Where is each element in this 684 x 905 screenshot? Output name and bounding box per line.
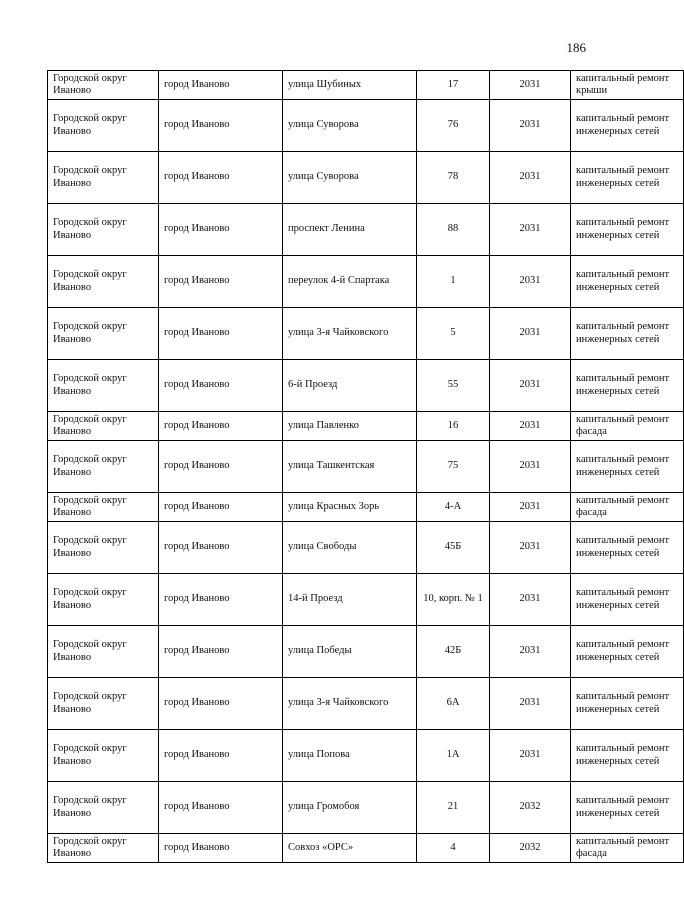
city-cell: город Иваново [159, 782, 283, 834]
city-cell: город Иваново [159, 574, 283, 626]
year-cell: 2031 [490, 678, 571, 730]
work-type-cell: капитальный ремонт фасада [571, 493, 684, 522]
year-cell: 2031 [490, 71, 571, 100]
table-body [48, 71, 684, 863]
city-cell: город Иваново [159, 100, 283, 152]
city-cell: город Иваново [159, 626, 283, 678]
year-cell: 2031 [490, 308, 571, 360]
house-number-cell: 78 [417, 152, 490, 204]
district-cell: Городской округ Иваново [48, 574, 159, 626]
table-row [48, 493, 684, 522]
street-cell: улица Павленко [283, 412, 417, 441]
year-cell: 2031 [490, 522, 571, 574]
table-row [48, 730, 684, 782]
house-number-cell: 17 [417, 71, 490, 100]
house-number-cell: 5 [417, 308, 490, 360]
table-row [48, 678, 684, 730]
year-cell: 2031 [490, 204, 571, 256]
district-cell: Городской округ Иваново [48, 782, 159, 834]
house-number-cell: 10, корп. № 1 [417, 574, 490, 626]
street-cell: улица 3-я Чайковского [283, 678, 417, 730]
street-cell: улица Шубиных [283, 71, 417, 100]
house-number-cell: 42Б [417, 626, 490, 678]
table-row [48, 360, 684, 412]
work-type-cell: капитальный ремонт инженерных сетей [571, 152, 684, 204]
table-row [48, 100, 684, 152]
table-row [48, 256, 684, 308]
street-cell: Совхоз «ОРС» [283, 834, 417, 863]
work-type-cell: капитальный ремонт инженерных сетей [571, 256, 684, 308]
city-cell: город Иваново [159, 834, 283, 863]
district-cell: Городской округ Иваново [48, 256, 159, 308]
district-cell: Городской округ Иваново [48, 678, 159, 730]
work-type-cell: капитальный ремонт инженерных сетей [571, 574, 684, 626]
street-cell: 14-й Проезд [283, 574, 417, 626]
table-row [48, 834, 684, 863]
table-row [48, 308, 684, 360]
district-cell: Городской округ Иваново [48, 100, 159, 152]
street-cell: 6-й Проезд [283, 360, 417, 412]
district-cell: Городской округ Иваново [48, 308, 159, 360]
street-cell: проспект Ленина [283, 204, 417, 256]
district-cell: Городской округ Иваново [48, 522, 159, 574]
year-cell: 2031 [490, 256, 571, 308]
house-number-cell: 55 [417, 360, 490, 412]
work-type-cell: капитальный ремонт инженерных сетей [571, 204, 684, 256]
housing-repair-table [47, 70, 684, 863]
year-cell: 2031 [490, 360, 571, 412]
city-cell: город Иваново [159, 256, 283, 308]
street-cell: улица Суворова [283, 100, 417, 152]
city-cell: город Иваново [159, 493, 283, 522]
house-number-cell: 1А [417, 730, 490, 782]
district-cell: Городской округ Иваново [48, 626, 159, 678]
work-type-cell: капитальный ремонт инженерных сетей [571, 441, 684, 493]
house-number-cell: 45Б [417, 522, 490, 574]
city-cell: город Иваново [159, 204, 283, 256]
work-type-cell: капитальный ремонт инженерных сетей [571, 730, 684, 782]
year-cell: 2032 [490, 782, 571, 834]
street-cell: улица Ташкентская [283, 441, 417, 493]
work-type-cell: капитальный ремонт инженерных сетей [571, 100, 684, 152]
street-cell: переулок 4-й Спартака [283, 256, 417, 308]
house-number-cell: 76 [417, 100, 490, 152]
table-row [48, 574, 684, 626]
table-row [48, 204, 684, 256]
street-cell: улица Красных Зорь [283, 493, 417, 522]
street-cell: улица Свободы [283, 522, 417, 574]
house-number-cell: 4 [417, 834, 490, 863]
city-cell: город Иваново [159, 308, 283, 360]
year-cell: 2031 [490, 574, 571, 626]
year-cell: 2032 [490, 834, 571, 863]
table-row [48, 626, 684, 678]
district-cell: Городской округ Иваново [48, 360, 159, 412]
city-cell: город Иваново [159, 360, 283, 412]
street-cell: улица Суворова [283, 152, 417, 204]
district-cell: Городской округ Иваново [48, 730, 159, 782]
table-row [48, 441, 684, 493]
district-cell: Городской округ Иваново [48, 834, 159, 863]
street-cell: улица Попова [283, 730, 417, 782]
year-cell: 2031 [490, 493, 571, 522]
city-cell: город Иваново [159, 152, 283, 204]
work-type-cell: капитальный ремонт фасада [571, 834, 684, 863]
year-cell: 2031 [490, 152, 571, 204]
work-type-cell: капитальный ремонт инженерных сетей [571, 626, 684, 678]
table-row [48, 152, 684, 204]
house-number-cell: 75 [417, 441, 490, 493]
city-cell: город Иваново [159, 441, 283, 493]
work-type-cell: капитальный ремонт инженерных сетей [571, 360, 684, 412]
table-row [48, 412, 684, 441]
year-cell: 2031 [490, 730, 571, 782]
district-cell: Городской округ Иваново [48, 412, 159, 441]
city-cell: город Иваново [159, 412, 283, 441]
table-row [48, 782, 684, 834]
street-cell: улица Победы [283, 626, 417, 678]
street-cell: улица 3-я Чайковского [283, 308, 417, 360]
house-number-cell: 21 [417, 782, 490, 834]
work-type-cell: капитальный ремонт инженерных сетей [571, 782, 684, 834]
street-cell: улица Громобоя [283, 782, 417, 834]
house-number-cell: 6А [417, 678, 490, 730]
work-type-cell: капитальный ремонт инженерных сетей [571, 678, 684, 730]
city-cell: город Иваново [159, 730, 283, 782]
city-cell: город Иваново [159, 522, 283, 574]
district-cell: Городской округ Иваново [48, 204, 159, 256]
table-row [48, 522, 684, 574]
district-cell: Городской округ Иваново [48, 493, 159, 522]
district-cell: Городской округ Иваново [48, 441, 159, 493]
district-cell: Городской округ Иваново [48, 152, 159, 204]
year-cell: 2031 [490, 412, 571, 441]
district-cell: Городской округ Иваново [48, 71, 159, 100]
house-number-cell: 16 [417, 412, 490, 441]
year-cell: 2031 [490, 626, 571, 678]
work-type-cell: капитальный ремонт инженерных сетей [571, 308, 684, 360]
work-type-cell: капитальный ремонт инженерных сетей [571, 522, 684, 574]
year-cell: 2031 [490, 100, 571, 152]
table-row [48, 71, 684, 100]
house-number-cell: 88 [417, 204, 490, 256]
house-number-cell: 4-А [417, 493, 490, 522]
work-type-cell: капитальный ремонт фасада [571, 412, 684, 441]
year-cell: 2031 [490, 441, 571, 493]
city-cell: город Иваново [159, 678, 283, 730]
city-cell: город Иваново [159, 71, 283, 100]
page-number: 186 [566, 40, 586, 55]
house-number-cell: 1 [417, 256, 490, 308]
work-type-cell: капитальный ремонт крыши [571, 71, 684, 100]
